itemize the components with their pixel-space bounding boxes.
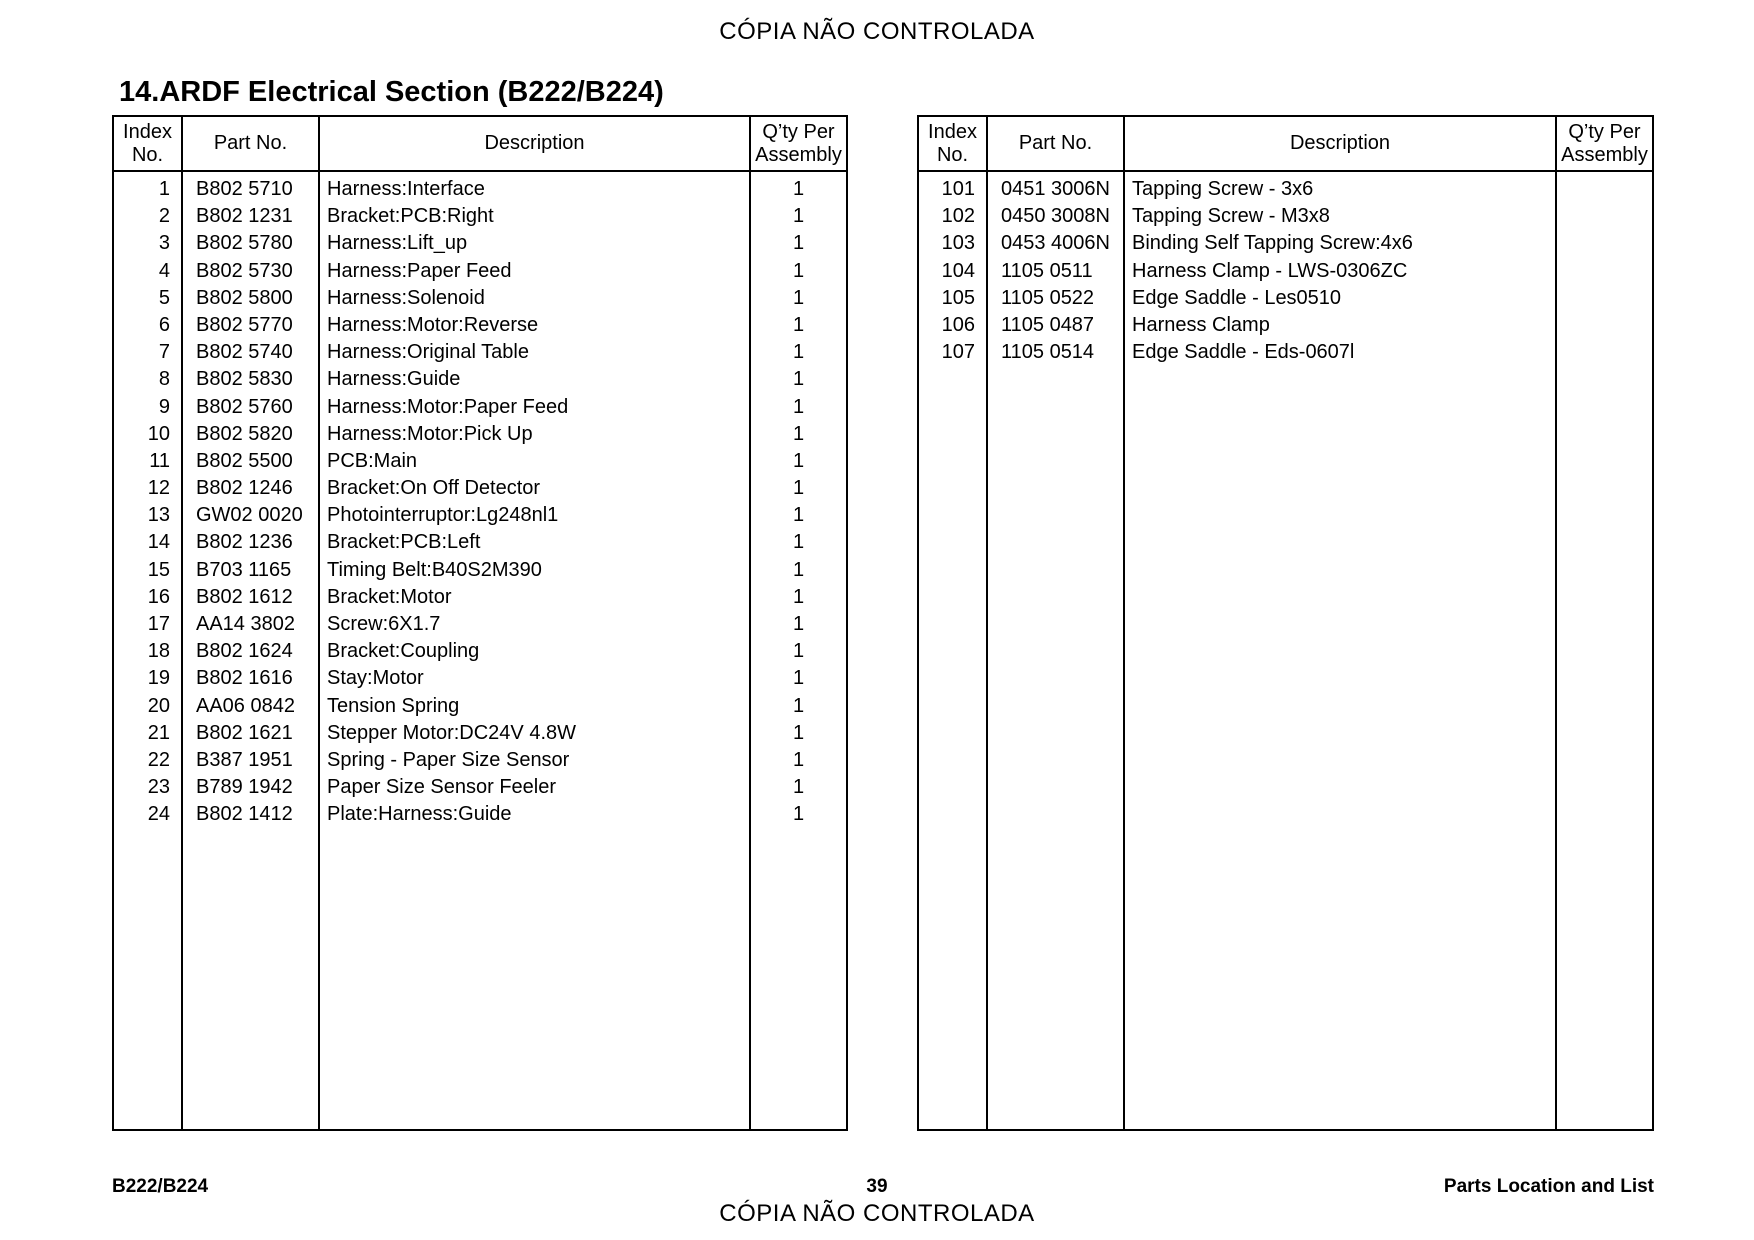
cell-part-no: GW02 0020 (196, 504, 303, 527)
cell-description: Harness:Paper Feed (327, 259, 512, 282)
header-qty: Q’ty Per Assembly (1561, 120, 1648, 166)
cell-index: 6 (158, 313, 170, 336)
cell-description: Bracket:PCB:Left (327, 531, 481, 554)
table-row (114, 339, 846, 366)
header-description: Description (484, 132, 585, 154)
cell-description: Tapping Screw - M3x8 (1132, 205, 1330, 228)
cell-qty: 1 (792, 667, 805, 690)
cell-qty: 1 (792, 422, 805, 445)
cell-description: Timing Belt:B40S2M390 (327, 558, 542, 581)
cell-part-no: 1105 0487 (1001, 313, 1095, 336)
cell-qty (1557, 312, 1652, 339)
cell-qty: 1 (792, 803, 805, 826)
table-row (114, 203, 846, 230)
cell-description: Bracket:On Off Detector (327, 477, 541, 500)
table-row (114, 665, 846, 692)
cell-index: 24 (147, 803, 170, 826)
header-index: Index No. (123, 120, 172, 166)
table-row (919, 312, 1652, 339)
cell-qty: 1 (792, 748, 805, 771)
table-row (919, 258, 1652, 285)
cell-part-no: B802 5830 (196, 368, 293, 391)
cell-index: 19 (147, 667, 170, 690)
table-row (114, 801, 846, 828)
cell-qty: 1 (792, 395, 805, 418)
parts-rows-left (114, 176, 846, 829)
parts-table-right (917, 115, 1654, 1131)
cell-description: Stepper Motor:DC24V 4.8W (327, 721, 576, 744)
cell-description: Harness:Lift_up (327, 232, 468, 255)
table-row (114, 230, 846, 257)
page-number: 39 (866, 1176, 888, 1197)
table-row (114, 611, 846, 638)
cell-qty: 1 (792, 232, 805, 255)
table-row (114, 529, 846, 556)
cell-qty: 1 (792, 721, 805, 744)
table-row (114, 312, 846, 339)
cell-part-no: AA06 0842 (196, 694, 295, 717)
cell-qty: 1 (792, 286, 805, 309)
table-row (114, 693, 846, 720)
cell-description: Harness Clamp (1132, 313, 1270, 336)
cell-part-no: B802 5710 (196, 178, 293, 200)
table-row (114, 638, 846, 665)
cell-index: 104 (941, 259, 975, 282)
cell-qty: 1 (792, 259, 805, 282)
cell-index: 107 (941, 341, 975, 364)
cell-index: 101 (941, 178, 975, 200)
table-row (114, 557, 846, 584)
cell-part-no: B802 5740 (196, 341, 293, 364)
table-row (919, 339, 1652, 366)
cell-part-no: 0451 3006N (1001, 178, 1110, 200)
table-row (114, 747, 846, 774)
cell-qty: 1 (792, 205, 805, 228)
table-row (114, 475, 846, 502)
table-row (114, 774, 846, 801)
cell-index: 3 (158, 232, 170, 255)
cell-index: 23 (147, 776, 170, 799)
cell-index: 106 (941, 313, 975, 336)
cell-index: 18 (147, 640, 170, 663)
cell-index: 2 (158, 205, 170, 228)
cell-description: Bracket:Motor (327, 585, 452, 608)
header-part-no: Part No. (213, 132, 288, 154)
cell-qty (1557, 230, 1652, 257)
cell-part-no: B802 1612 (196, 585, 293, 608)
cell-qty: 1 (792, 776, 805, 799)
table-row (114, 285, 846, 312)
cell-index: 13 (147, 504, 170, 527)
cell-part-no: B802 1246 (196, 477, 293, 500)
cell-part-no: B802 5730 (196, 259, 293, 282)
cell-description: Tension Spring (327, 694, 460, 717)
cell-description: Tapping Screw - 3x6 (1132, 178, 1314, 200)
table-row (114, 258, 846, 285)
cell-description: Bracket:Coupling (327, 640, 480, 663)
cell-qty: 1 (792, 640, 805, 663)
cell-part-no: 1105 0514 (1001, 341, 1095, 364)
cell-qty (1557, 285, 1652, 312)
cell-qty: 1 (792, 313, 805, 336)
table-row (114, 502, 846, 529)
cell-description: Stay:Motor (327, 667, 424, 690)
table-row (114, 584, 846, 611)
parts-table-left (112, 115, 848, 1131)
cell-part-no: B802 5800 (196, 286, 293, 309)
cell-part-no: B802 5770 (196, 313, 293, 336)
cell-index: 14 (147, 531, 170, 554)
cell-part-no: 1105 0511 (1001, 259, 1093, 282)
cell-part-no: B802 1624 (196, 640, 293, 663)
cell-qty (1557, 339, 1652, 366)
cell-index: 10 (147, 422, 170, 445)
header-divider (114, 170, 846, 172)
table-row (919, 230, 1652, 257)
table-row (114, 366, 846, 393)
parts-rows-right (919, 176, 1652, 366)
cell-index: 105 (941, 286, 975, 309)
cell-index: 9 (158, 395, 170, 418)
cell-part-no: B789 1942 (196, 776, 293, 799)
cell-qty: 1 (792, 477, 805, 500)
cell-description: Harness:Motor:Paper Feed (327, 395, 569, 418)
cell-part-no: B802 1616 (196, 667, 293, 690)
table-row (114, 176, 846, 203)
watermark-bottom: CÓPIA NÃO CONTROLADA (719, 1200, 1035, 1227)
cell-index: 15 (147, 558, 170, 581)
table-row (114, 448, 846, 475)
cell-part-no: B802 1621 (196, 721, 293, 744)
cell-description: Harness:Original Table (327, 341, 529, 364)
cell-description: Screw:6X1.7 (327, 613, 441, 635)
page-title: 14.ARDF Electrical Section (B222/B224) (119, 76, 664, 108)
cell-qty: 1 (792, 613, 805, 635)
cell-part-no: B802 5820 (196, 422, 293, 445)
cell-description: Spring - Paper Size Sensor (327, 748, 570, 771)
cell-description: Harness:Motor:Reverse (327, 313, 539, 336)
cell-index: 102 (941, 205, 975, 228)
cell-part-no: B802 1231 (196, 205, 293, 228)
footer-model: B222/B224 (112, 1176, 209, 1197)
cell-part-no: B802 5500 (196, 449, 293, 472)
cell-index: 103 (941, 232, 975, 255)
cell-index: 11 (149, 449, 170, 472)
table-row (919, 176, 1652, 203)
cell-qty: 1 (792, 585, 805, 608)
cell-index: 7 (158, 341, 170, 364)
cell-part-no: B703 1165 (196, 558, 292, 581)
cell-qty: 1 (792, 531, 805, 554)
cell-part-no: 0450 3008N (1001, 205, 1110, 228)
cell-part-no: B802 5760 (196, 395, 293, 418)
table-row (919, 203, 1652, 230)
cell-description: Binding Self Tapping Screw:4x6 (1132, 232, 1413, 255)
watermark-top: CÓPIA NÃO CONTROLADA (719, 18, 1035, 45)
cell-description: Edge Saddle - Les0510 (1132, 286, 1342, 309)
header-qty: Q’ty Per Assembly (755, 120, 842, 166)
cell-index: 1 (158, 178, 170, 200)
cell-qty: 1 (792, 341, 805, 364)
cell-part-no: B387 1951 (196, 748, 293, 771)
cell-qty (1557, 176, 1652, 203)
footer-section-name: Parts Location and List (1443, 1176, 1654, 1197)
cell-description: Edge Saddle - Eds-0607l (1132, 341, 1355, 364)
cell-part-no: B802 5780 (196, 232, 293, 255)
table-row (114, 394, 846, 421)
header-description: Description (1289, 132, 1391, 154)
cell-part-no: 0453 4006N (1001, 232, 1110, 255)
cell-description: Paper Size Sensor Feeler (327, 776, 557, 799)
cell-qty (1557, 203, 1652, 230)
header-divider (919, 170, 1652, 172)
cell-index: 17 (147, 613, 170, 635)
cell-description: Bracket:PCB:Right (327, 205, 494, 228)
cell-description: Photointerruptor:Lg248nl1 (327, 504, 559, 527)
cell-part-no: B802 1412 (196, 803, 293, 826)
cell-description: PCB:Main (327, 449, 418, 472)
cell-qty (1557, 258, 1652, 285)
cell-index: 22 (147, 748, 170, 771)
cell-qty: 1 (792, 504, 805, 527)
header-index: Index No. (928, 120, 977, 166)
cell-index: 12 (147, 477, 170, 500)
cell-description: Harness:Solenoid (327, 286, 485, 309)
cell-description: Harness Clamp - LWS-0306ZC (1132, 259, 1408, 282)
cell-description: Harness:Guide (327, 368, 461, 391)
cell-qty: 1 (792, 178, 805, 200)
cell-index: 5 (158, 286, 170, 309)
table-row (114, 720, 846, 747)
table-row (919, 285, 1652, 312)
cell-description: Plate:Harness:Guide (327, 803, 512, 826)
cell-qty: 1 (792, 449, 805, 472)
cell-part-no: AA14 3802 (196, 613, 295, 635)
cell-qty: 1 (792, 558, 805, 581)
cell-part-no: B802 1236 (196, 531, 293, 554)
cell-index: 21 (147, 721, 170, 744)
cell-index: 20 (147, 694, 170, 717)
cell-index: 16 (147, 585, 170, 608)
cell-index: 8 (158, 368, 170, 391)
cell-qty: 1 (792, 368, 805, 391)
header-part-no: Part No. (1018, 132, 1093, 154)
cell-description: Harness:Interface (327, 178, 485, 200)
cell-index: 4 (158, 259, 170, 282)
cell-qty: 1 (792, 694, 805, 717)
cell-part-no: 1105 0522 (1001, 286, 1095, 309)
table-row (114, 421, 846, 448)
cell-description: Harness:Motor:Pick Up (327, 422, 533, 445)
